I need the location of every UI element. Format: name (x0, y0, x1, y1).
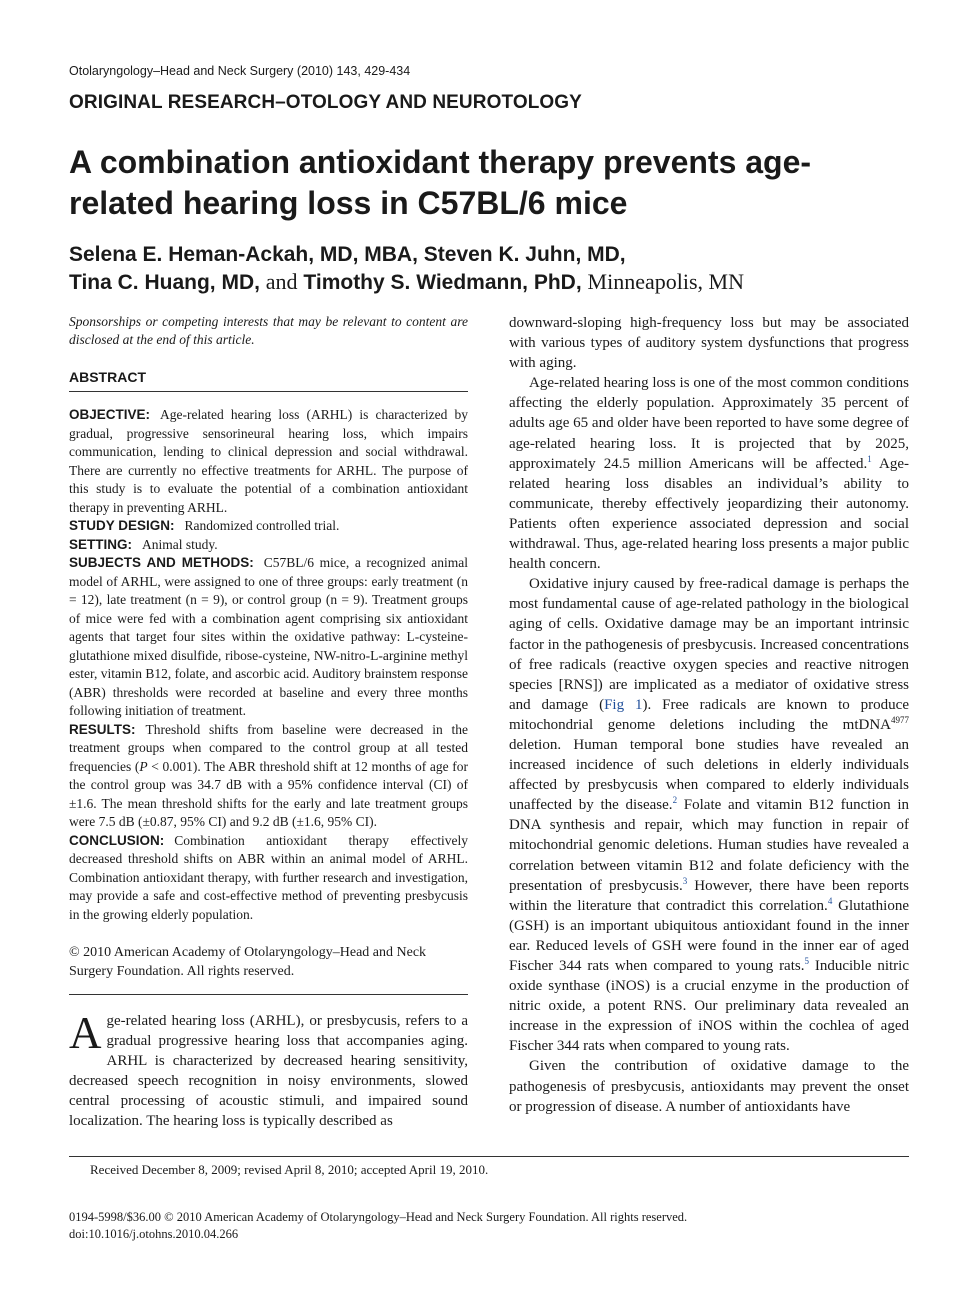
paragraph-3 (509, 574, 909, 1056)
objective-label: OBJECTIVE: (69, 407, 151, 422)
abstract-design (69, 517, 468, 536)
article-title: A combination antioxidant therapy prevents age-related hearing loss in C57BL/6 mice (69, 144, 812, 221)
setting-label: SETTING: (69, 536, 132, 552)
design-text: Randomized controlled trial. (184, 518, 340, 533)
author-list (69, 241, 929, 296)
abstract-setting (69, 536, 468, 555)
citation-3[interactable]: 3 (682, 875, 688, 886)
p2-text-b: Age-related hearing loss disables an individual’s ability to communicate, thereby effectively jeopardizing their autonomy. Patients often experience associated depression and social withdrawal. Thus, age-related hearing loss presents a major public health concern. (509, 455, 909, 573)
received-dates: Received December 8, 2009; revised April 8, 2010; accepted April 19, 2010. (90, 1162, 489, 1177)
p3-text-f: Glutathione (GSH) is an important ubiquitous antioxidant found in the inner ear. Reduced levels of GSH were found in the inner ear of aged Fischer 344 rats when compared to young rats. (509, 897, 909, 974)
citation-2[interactable]: 2 (672, 795, 678, 806)
footer-divider (69, 1156, 909, 1157)
conclusion-text: Combination antioxidant therapy effectively decreased threshold shifts on ABR within an animal model of ARHL. Combination antioxidant therapy, with further research and investigation, may provide a safe and cost-effective method of preventing presbycusis in the growing elderly population. (69, 832, 468, 922)
abstract-body (69, 406, 468, 924)
p3-text-d: Folate and vitamin B12 function in DNA synthesis and repair, which may function in repair of mitochondrial genomic deletions. Human studies have revealed a correlation between vitamin B12 and folate deficiency with the presentation of presbycusis. (509, 797, 909, 894)
results-label: RESULTS: (69, 721, 136, 737)
figure-link[interactable]: Fig 1 (604, 696, 643, 713)
issn-line: 0194-5998/$36.00 © 2010 American Academy of Otolaryngology–Head and Neck Surgery Foundation. All rights reserved. (69, 1210, 688, 1224)
doi-line[interactable]: doi:10.1016/j.otohns.2010.04.266 (69, 1227, 239, 1241)
abstract-methods (69, 554, 468, 721)
author-4: Timothy S. Wiedmann, PhD, (303, 271, 582, 294)
section-label: ORIGINAL RESEARCH–OTOLOGY AND NEUROTOLOGY (69, 92, 582, 113)
abstract-results (69, 721, 468, 832)
journal-citation: Otolaryngology–Head and Neck Surgery (2010) 143, 429-434 (69, 64, 411, 78)
objective-text: Age-related hearing loss (ARHL) is characterized by gradual, progressive sensorineural hearing loss, which impairs communication, lending to clinical depression and social withdrawal. There are currently no effective treatments for ARHL. The purpose of this study is to evaluate the potential of a combination antioxidant therapy in preventing ARHL. (69, 407, 468, 515)
intro-paragraph (69, 1008, 468, 1132)
results-text-1: Threshold shifts from baseline were decreased in the treatment groups when compared to the control group at all tested frequencies ( (69, 721, 468, 774)
p3-text-e: However, there have been reports within the literature that contradict this correlation. (509, 877, 910, 914)
abstract-conclusion (69, 832, 468, 925)
paragraph-4: Given the contribution of oxidative damage to the pathogenesis of presbycusis, antioxidants may prevent the onset or progression of disease. A number of antioxidants have (509, 1058, 909, 1115)
intro-text: ge-related hearing loss (ARHL), or presbycusis, refers to a gradual progressive hearing loss that accompanies aging. ARHL is characterized by decreased hearing sensitivity, decreased speech recognition in noisy environments, slowed central processing of acoustic stimuli, and impaired sound localization. The hearing loss is typically described as (69, 1013, 468, 1130)
p3-text-g: Inducible nitric oxide synthase (iNOS) is a crucial enzyme in the production of nitric oxide, a potent RNS. Our preliminary data revealed an increase in the expression of iNOS within the cochlea of aged Fischer 344 rats when compared to young rats. (509, 958, 909, 1055)
p2-text-a: Age-related hearing loss is one of the most common conditions affecting the elderly population. Approximately 35 percent of adults age 65 and older have been reported to have some degree of age-related hearing loss. It is projected that by 2025, approximately 24.5 million Americans will be affected. (509, 375, 909, 472)
results-text-2: < 0.001). The ABR threshold shift at 12 months of age for the control group was 34.7 dB with a 95% confidence interval (CI) of ±1.6. The mean threshold shifts for the early and late treatment groups were 7.5 dB (±0.87, 95% CI) and 9.2 dB (±1.6, 95% CI). (69, 758, 468, 829)
mtdna-superscript: 4977 (891, 714, 909, 725)
author-conjunction: and (265, 269, 298, 294)
abstract-objective (69, 406, 468, 517)
paragraph-2 (509, 373, 909, 574)
design-label: STUDY DESIGN: (69, 518, 175, 533)
author-1: Selena E. Heman-Ackah, MD, MBA, (69, 243, 418, 266)
p3-text-c: deletion. Human temporal bone studies have revealed an increased incidence of such deletions in elderly individuals affected by presbycusis when compared to elderly individuals unaffected by the disease. (509, 736, 909, 814)
conclusion-label: CONCLUSION: (69, 832, 165, 848)
results-p-symbol: P (139, 758, 148, 774)
author-location: Minneapolis, MN (587, 269, 744, 294)
copyright-notice: © 2010 American Academy of Otolaryngology–Head and Neck Surgery Foundation. All rights reserved. (69, 944, 468, 995)
author-2: Steven K. Juhn, MD, (423, 243, 626, 266)
citation-1[interactable]: 1 (867, 453, 872, 464)
methods-label: SUBJECTS AND METHODS: (69, 555, 254, 570)
methods-text: C57BL/6 mice, a recognized animal model of ARHL, were assigned to one of three groups: early treatment (n = 12), late treatment (n = 9), or control group (n = 9). Treatment groups of mice were fed with a combination agent comprising six antioxidant agents that target four sites within the oxidative pathway: L-cysteine-glutathione mixed disulfide, ribose-cysteine, NW-nitro-L-arginine methyl ester, vitamin B12, folate, and ascorbic acid. Auditory brainstem response (ABR) thresholds were recorded at baseline and every three months following initiation of treatment. (69, 555, 468, 718)
author-3: Tina C. Huang, MD, (69, 271, 260, 294)
disclosure-note: Sponsorships or competing interests that may be relevant to content are disclosed at the end of this article. (69, 314, 468, 347)
citation-4[interactable]: 4 (827, 895, 833, 906)
citation-5[interactable]: 5 (804, 956, 809, 966)
drop-cap: A (69, 1008, 102, 1058)
setting-text: Animal study. (142, 536, 218, 552)
p3-text-a: Oxidative injury caused by free-radical damage is perhaps the most fundamental cause of age-related pathology in the biological aging of cells. Oxidative damage may be an important intrinsic factor in the pathogenesis of presbycusis. Increased concentrations of free radicals (reactive oxygen species and reactive nitrogen species [RNS]) are implicated as a mediator of oxidative stress and damage ( (509, 576, 909, 713)
right-column (509, 313, 909, 1117)
paragraph-1: downward-sloping high-frequency loss but may be associated with various types of auditory system dysfunctions that progress with aging. (509, 315, 909, 372)
abstract-heading: ABSTRACT (69, 369, 468, 392)
p3-text-b: ). Free radicals are known to produce mitochondrial genome deletions including the mtDNA (509, 696, 909, 733)
left-column (69, 313, 468, 1132)
